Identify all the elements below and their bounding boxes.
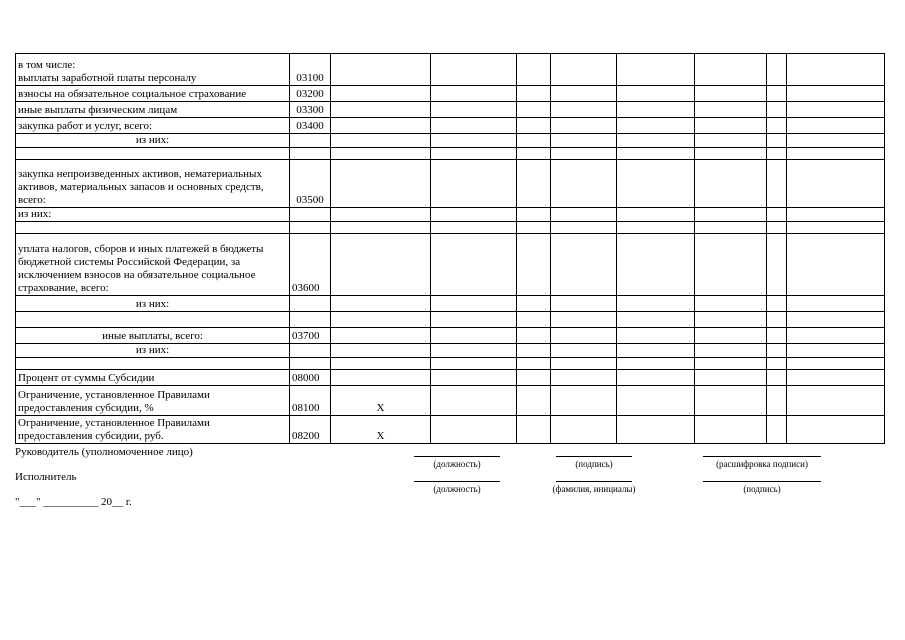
row-label: закупка работ и услуг, всего: — [16, 118, 290, 134]
value-cell — [767, 328, 787, 344]
value-cell — [331, 102, 431, 118]
value-cell — [617, 386, 695, 416]
table-row — [16, 134, 885, 148]
table-row — [16, 86, 885, 102]
value-cell — [617, 370, 695, 386]
value-cell — [767, 416, 787, 444]
value-cell — [551, 370, 617, 386]
table-row — [16, 208, 885, 222]
value-cell — [767, 312, 787, 328]
value-cell — [431, 234, 517, 296]
row-code: 08100 — [290, 386, 331, 416]
value-cell — [517, 54, 551, 86]
value-cell — [551, 386, 617, 416]
row-code — [290, 208, 331, 222]
value-cell — [431, 370, 517, 386]
row-code: 03700 — [290, 328, 331, 344]
value-cell — [695, 296, 767, 312]
value-cell — [331, 160, 431, 208]
value-cell — [517, 148, 551, 160]
value-cell — [617, 358, 695, 370]
value-cell — [787, 416, 885, 444]
value-cell — [695, 358, 767, 370]
value-cell — [695, 370, 767, 386]
value-cell — [617, 54, 695, 86]
value-cell — [551, 344, 617, 358]
value-cell — [787, 54, 885, 86]
value-cell — [517, 328, 551, 344]
value-cell — [787, 344, 885, 358]
value-cell — [787, 118, 885, 134]
value-cell — [767, 148, 787, 160]
value-cell — [431, 358, 517, 370]
row-label: Ограничение, установленное Правилами предоставления субсидии, % — [16, 386, 290, 416]
value-cell — [551, 416, 617, 444]
value-cell — [767, 54, 787, 86]
row-code: 03500 — [290, 160, 331, 208]
value-cell — [431, 102, 517, 118]
value-cell — [767, 118, 787, 134]
value-cell — [617, 118, 695, 134]
value-cell — [695, 118, 767, 134]
row-code — [290, 222, 331, 234]
executor-caption-signature: (подпись) — [743, 484, 781, 494]
value-cell — [431, 222, 517, 234]
table-row — [16, 296, 885, 312]
value-cell — [695, 54, 767, 86]
date-line: "___" __________ 20__ г. — [15, 496, 132, 508]
table-row — [16, 344, 885, 358]
value-cell — [517, 160, 551, 208]
value-cell — [787, 358, 885, 370]
value-cell — [695, 160, 767, 208]
value-cell — [431, 416, 517, 444]
table-row — [16, 386, 885, 416]
head-signature-line — [556, 456, 632, 457]
value-cell — [695, 386, 767, 416]
value-cell — [517, 222, 551, 234]
row-label: из них: — [16, 134, 290, 148]
value-cell — [331, 54, 431, 86]
row-code — [290, 312, 331, 328]
row-label: Процент от суммы Субсидии — [16, 370, 290, 386]
row-code — [290, 134, 331, 148]
value-cell — [551, 134, 617, 148]
value-cell — [767, 86, 787, 102]
value-cell — [787, 102, 885, 118]
value-cell — [695, 222, 767, 234]
row-label: Ограничение, установленное Правилами предоставления субсидии, руб. — [16, 416, 290, 444]
value-cell — [551, 328, 617, 344]
row-label: из них: — [16, 208, 290, 222]
value-cell — [695, 312, 767, 328]
value-cell — [331, 222, 431, 234]
value-cell — [617, 312, 695, 328]
row-code: 08000 — [290, 370, 331, 386]
row-label: иные выплаты физическим лицам — [16, 102, 290, 118]
report-table-body — [16, 54, 885, 444]
table-row — [16, 234, 885, 296]
row-label: закупка непроизведенных активов, нематериальных активов, материальных запасов и основных средств, всего: — [16, 160, 290, 208]
value-cell — [431, 208, 517, 222]
row-label — [16, 358, 290, 370]
value-cell — [787, 222, 885, 234]
value-cell — [695, 86, 767, 102]
value-cell — [787, 160, 885, 208]
row-label — [16, 222, 290, 234]
head-caption-decoding: (расшифровка подписи) — [716, 459, 808, 469]
row-label: иные выплаты, всего: — [16, 328, 290, 344]
value-cell — [551, 54, 617, 86]
value-cell — [331, 234, 431, 296]
value-cell — [695, 102, 767, 118]
table-row — [16, 160, 885, 208]
value-cell — [517, 386, 551, 416]
value-cell — [551, 102, 617, 118]
value-cell — [517, 370, 551, 386]
value-cell — [695, 416, 767, 444]
value-cell — [517, 358, 551, 370]
row-code: 08200 — [290, 416, 331, 444]
value-cell — [695, 208, 767, 222]
value-cell — [695, 134, 767, 148]
executor-signature-line — [703, 481, 821, 482]
value-cell — [617, 148, 695, 160]
value-cell — [431, 386, 517, 416]
value-cell — [767, 386, 787, 416]
value-cell — [767, 234, 787, 296]
value-cell — [551, 118, 617, 134]
row-label: взносы на обязательное социальное страхование — [16, 86, 290, 102]
value-cell — [695, 148, 767, 160]
table-row — [16, 54, 885, 86]
executor-caption-position: (должность) — [433, 484, 481, 494]
value-cell — [517, 296, 551, 312]
value-cell — [331, 328, 431, 344]
executor-caption-name: (фамилия, инициалы) — [552, 484, 636, 494]
value-cell — [431, 86, 517, 102]
value-cell — [617, 134, 695, 148]
value-cell — [617, 344, 695, 358]
value-cell — [331, 148, 431, 160]
row-code: 03200 — [290, 86, 331, 102]
value-cell — [551, 234, 617, 296]
value-cell — [787, 208, 885, 222]
table-row — [16, 118, 885, 134]
value-cell — [787, 386, 885, 416]
value-cell — [431, 148, 517, 160]
head-decoding-line — [703, 456, 821, 457]
row-label: из них: — [16, 296, 290, 312]
table-row — [16, 312, 885, 328]
head-caption-signature: (подпись) — [575, 459, 613, 469]
value-cell — [331, 312, 431, 328]
value-cell — [767, 344, 787, 358]
value-cell — [617, 208, 695, 222]
value-cell — [767, 370, 787, 386]
value-cell — [617, 416, 695, 444]
value-cell — [767, 102, 787, 118]
value-cell — [617, 160, 695, 208]
value-cell — [517, 118, 551, 134]
table-row — [16, 328, 885, 344]
row-code: 03100 — [290, 54, 331, 86]
table-row — [16, 370, 885, 386]
value-cell — [431, 328, 517, 344]
value-cell — [331, 370, 431, 386]
value-cell — [787, 86, 885, 102]
value-cell — [331, 358, 431, 370]
value-cell — [431, 312, 517, 328]
value-cell — [551, 208, 617, 222]
value-cell — [787, 312, 885, 328]
executor-position-line — [414, 481, 500, 482]
row-code: 03300 — [290, 102, 331, 118]
value-cell — [767, 160, 787, 208]
value-cell — [331, 86, 431, 102]
value-cell — [517, 312, 551, 328]
value-cell — [517, 208, 551, 222]
value-cell — [517, 134, 551, 148]
value-cell — [695, 234, 767, 296]
value-cell — [695, 344, 767, 358]
row-label — [16, 148, 290, 160]
value-cell — [551, 312, 617, 328]
value-cell — [431, 296, 517, 312]
value-cell — [431, 134, 517, 148]
value-cell — [617, 328, 695, 344]
table-row — [16, 416, 885, 444]
value-cell — [431, 160, 517, 208]
table-row — [16, 148, 885, 160]
head-caption-position: (должность) — [433, 459, 481, 469]
report-table — [15, 53, 885, 444]
value-cell — [517, 344, 551, 358]
row-code — [290, 296, 331, 312]
value-cell — [517, 86, 551, 102]
value-cell — [331, 134, 431, 148]
value-cell — [551, 358, 617, 370]
row-label: в том числе: выплаты заработной платы персоналу — [16, 54, 290, 86]
value-cell — [787, 234, 885, 296]
value-cell — [431, 54, 517, 86]
value-cell — [551, 160, 617, 208]
value-cell — [517, 234, 551, 296]
row-code: 03600 — [290, 234, 331, 296]
value-cell — [517, 102, 551, 118]
not-applicable-mark: X — [331, 416, 431, 444]
executor-name-line — [556, 481, 632, 482]
value-cell — [767, 208, 787, 222]
row-code — [290, 344, 331, 358]
head-label: Руководитель (уполномоченное лицо) — [15, 446, 193, 458]
head-position-line — [414, 456, 500, 457]
row-label: уплата налогов, сборов и иных платежей в бюджеты бюджетной системы Российской Федерации, за исключением взносов на обязательное социальное страхование, всего: — [16, 234, 290, 296]
executor-label: Исполнитель — [15, 471, 77, 483]
value-cell — [787, 328, 885, 344]
value-cell — [517, 416, 551, 444]
value-cell — [767, 358, 787, 370]
value-cell — [695, 328, 767, 344]
value-cell — [331, 118, 431, 134]
value-cell — [331, 344, 431, 358]
value-cell — [331, 296, 431, 312]
value-cell — [767, 296, 787, 312]
value-cell — [767, 222, 787, 234]
value-cell — [551, 222, 617, 234]
value-cell — [617, 102, 695, 118]
table-row — [16, 222, 885, 234]
row-code: 03400 — [290, 118, 331, 134]
value-cell — [787, 134, 885, 148]
row-label — [16, 312, 290, 328]
row-code — [290, 148, 331, 160]
row-code — [290, 358, 331, 370]
table-row — [16, 358, 885, 370]
value-cell — [431, 118, 517, 134]
row-label: из них: — [16, 344, 290, 358]
value-cell — [551, 86, 617, 102]
value-cell — [787, 370, 885, 386]
value-cell — [331, 208, 431, 222]
value-cell — [617, 222, 695, 234]
value-cell — [617, 296, 695, 312]
not-applicable-mark: X — [331, 386, 431, 416]
value-cell — [551, 148, 617, 160]
value-cell — [787, 296, 885, 312]
value-cell — [767, 134, 787, 148]
table-row — [16, 102, 885, 118]
value-cell — [431, 344, 517, 358]
value-cell — [617, 86, 695, 102]
value-cell — [787, 148, 885, 160]
value-cell — [617, 234, 695, 296]
value-cell — [551, 296, 617, 312]
